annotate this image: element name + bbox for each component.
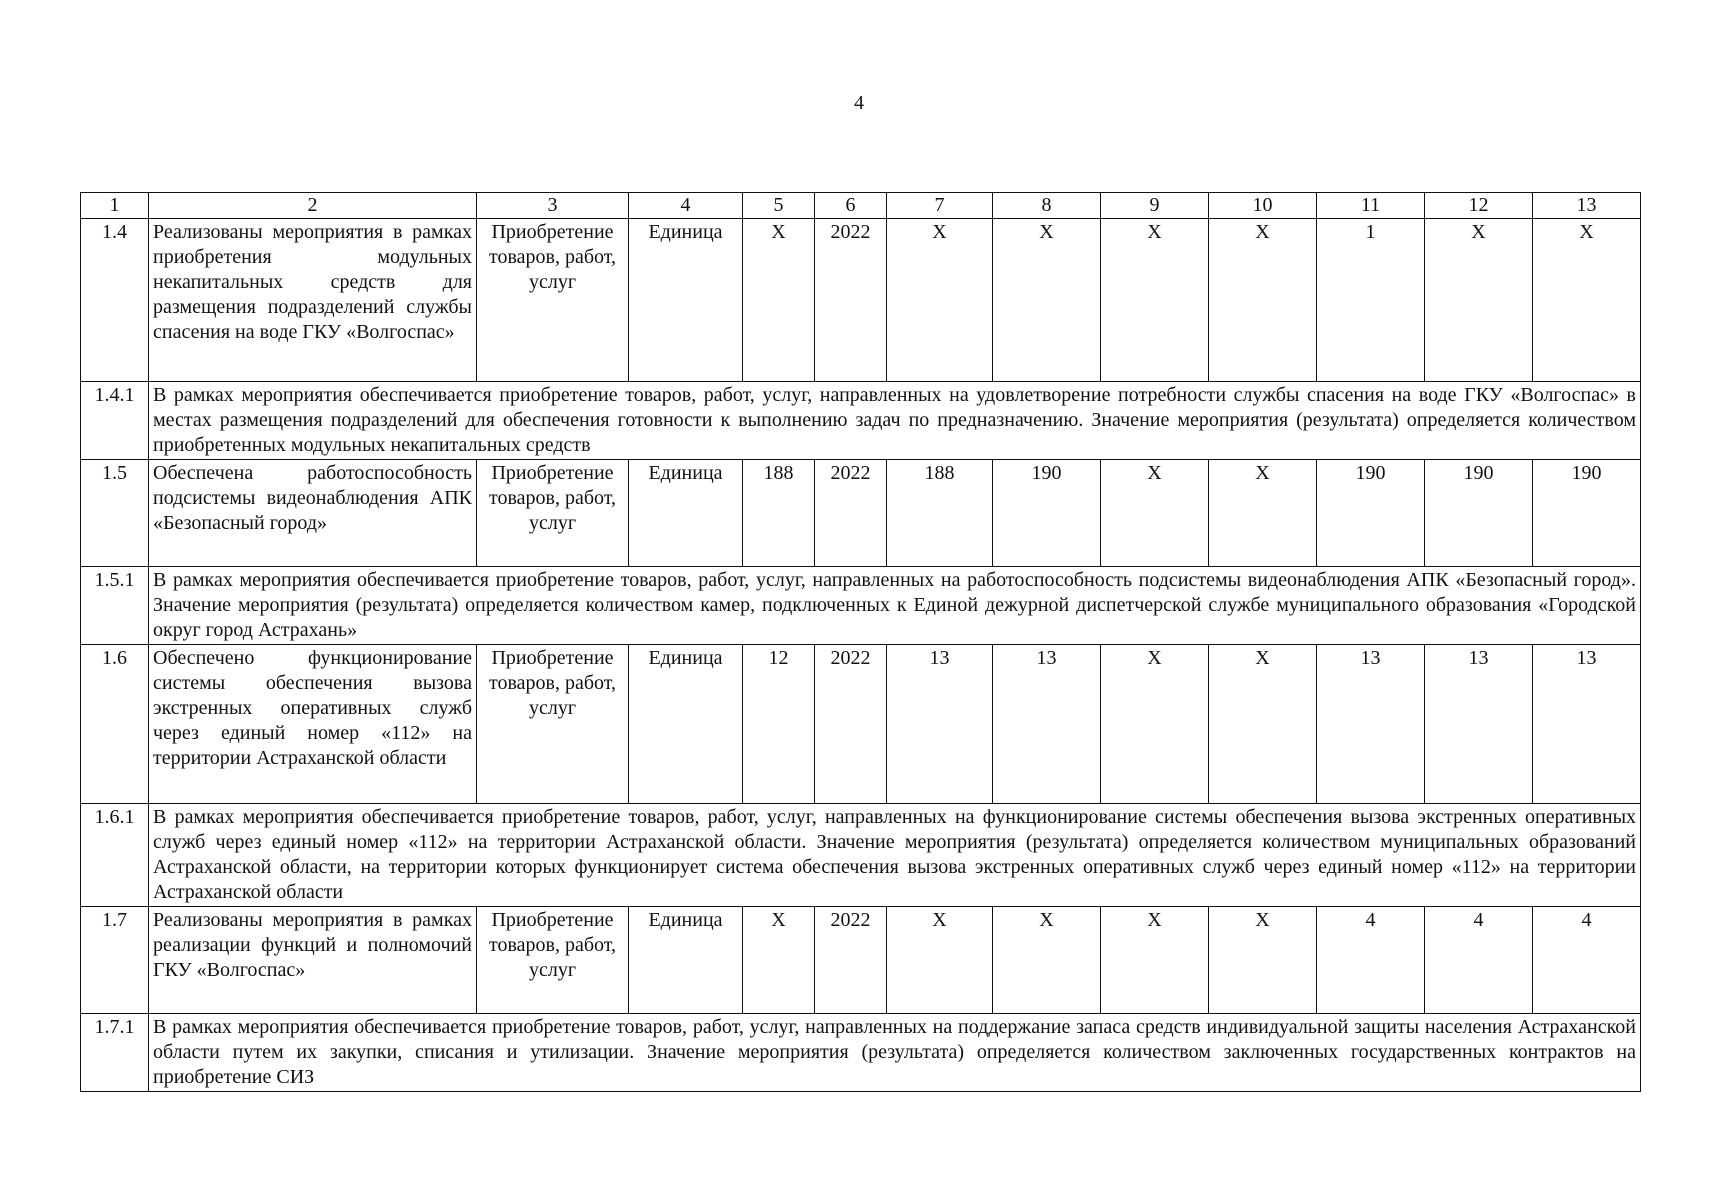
column-header: 1 xyxy=(81,193,149,219)
table-row xyxy=(81,907,1641,1014)
value-cell: X xyxy=(993,219,1101,382)
table-row xyxy=(81,645,1641,804)
measure-name: Обеспечена работоспособность подсистемы видеонаблюдения АПК «Безопасный город» xyxy=(149,460,477,567)
table-header-row xyxy=(81,193,1641,219)
row-number: 1.7.1 xyxy=(81,1014,149,1092)
column-header: 8 xyxy=(993,193,1101,219)
measures-table xyxy=(80,192,1641,1092)
description-row xyxy=(81,1014,1641,1092)
column-header: 5 xyxy=(743,193,815,219)
value-cell: 190 xyxy=(1317,460,1425,567)
measure-type: Приобретение товаров, работ, услуг xyxy=(477,907,629,1014)
measure-description: В рамках мероприятия обеспечивается приобретение товаров, работ, услуг, направленных на функционирование системы обеспечения вызова экстренных оперативных служб через единый номер «112» на территории Астраханской области. Значение мероприятия (результата) определяется количеством муниципальных образований Астраханской области, на территории которых функционирует система обеспечения вызова экстренных оперативных служб через единый номер «112» на территории Астраханской области xyxy=(149,804,1641,907)
value-cell: X xyxy=(743,219,815,382)
row-number: 1.4 xyxy=(81,219,149,382)
value-cell: 13 xyxy=(887,645,993,804)
value-cell: 190 xyxy=(1533,460,1641,567)
column-header: 4 xyxy=(629,193,743,219)
column-header: 13 xyxy=(1533,193,1641,219)
value-cell: 2022 xyxy=(815,645,887,804)
value-cell: 13 xyxy=(1425,645,1533,804)
value-cell: X xyxy=(1101,219,1209,382)
page-number: 4 xyxy=(854,92,864,114)
value-cell: X xyxy=(1101,460,1209,567)
value-cell: X xyxy=(1209,907,1317,1014)
value-cell: X xyxy=(1209,219,1317,382)
column-header: 11 xyxy=(1317,193,1425,219)
value-cell: 13 xyxy=(1317,645,1425,804)
value-cell: 2022 xyxy=(815,907,887,1014)
description-row xyxy=(81,567,1641,645)
measure-unit: Единица xyxy=(629,460,743,567)
value-cell: 2022 xyxy=(815,460,887,567)
value-cell: 13 xyxy=(1533,645,1641,804)
value-cell: X xyxy=(887,219,993,382)
value-cell: 1 xyxy=(1317,219,1425,382)
row-number: 1.5.1 xyxy=(81,567,149,645)
column-header: 2 xyxy=(149,193,477,219)
description-row xyxy=(81,382,1641,460)
measure-description: В рамках мероприятия обеспечивается приобретение товаров, работ, услуг, направленных на работоспособность подсистемы видеонаблюдения АПК «Безопасный город». Значение мероприятия (результата) определяется количеством камер, подключенных к Единой дежурной диспетчерской службе муниципального образования «Городской округ город Астрахань» xyxy=(149,567,1641,645)
measure-description: В рамках мероприятия обеспечивается приобретение товаров, работ, услуг, направленных на удовлетворение потребности службы спасения на воде ГКУ «Волгоспас» в местах размещения подразделений для обеспечения готовности к выполнению задач по предназначению. Значение мероприятия (результата) определяется количеством приобретенных модульных некапитальных средств xyxy=(149,382,1641,460)
value-cell: 2022 xyxy=(815,219,887,382)
column-header: 6 xyxy=(815,193,887,219)
value-cell: 13 xyxy=(993,645,1101,804)
value-cell: X xyxy=(993,907,1101,1014)
value-cell: 4 xyxy=(1533,907,1641,1014)
value-cell: 4 xyxy=(1317,907,1425,1014)
value-cell: X xyxy=(1101,645,1209,804)
measure-unit: Единица xyxy=(629,219,743,382)
value-cell: X xyxy=(1533,219,1641,382)
measure-type: Приобретение товаров, работ, услуг xyxy=(477,219,629,382)
row-number: 1.6.1 xyxy=(81,804,149,907)
row-number: 1.7 xyxy=(81,907,149,1014)
value-cell: X xyxy=(887,907,993,1014)
column-header: 3 xyxy=(477,193,629,219)
column-header: 7 xyxy=(887,193,993,219)
row-number: 1.6 xyxy=(81,645,149,804)
table-row xyxy=(81,219,1641,382)
measure-name: Реализованы мероприятия в рамках приобретения модульных некапитальных средств для размещения подразделений службы спасения на воде ГКУ «Волгоспас» xyxy=(149,219,477,382)
value-cell: 188 xyxy=(887,460,993,567)
value-cell: 4 xyxy=(1425,907,1533,1014)
value-cell: 190 xyxy=(993,460,1101,567)
value-cell: X xyxy=(1101,907,1209,1014)
measure-type: Приобретение товаров, работ, услуг xyxy=(477,645,629,804)
table-body xyxy=(81,193,1641,1092)
measure-name: Обеспечено функционирование системы обеспечения вызова экстренных оперативных служб через единый номер «112» на территории Астраханской области xyxy=(149,645,477,804)
value-cell: 188 xyxy=(743,460,815,567)
row-number: 1.5 xyxy=(81,460,149,567)
column-header: 9 xyxy=(1101,193,1209,219)
column-header: 12 xyxy=(1425,193,1533,219)
value-cell: X xyxy=(1209,645,1317,804)
value-cell: 190 xyxy=(1425,460,1533,567)
value-cell: X xyxy=(1209,460,1317,567)
measure-unit: Единица xyxy=(629,907,743,1014)
value-cell: 12 xyxy=(743,645,815,804)
measure-name: Реализованы мероприятия в рамках реализации функций и полномочий ГКУ «Волгоспас» xyxy=(149,907,477,1014)
measure-description: В рамках мероприятия обеспечивается приобретение товаров, работ, услуг, направленных на поддержание запаса средств индивидуальной защиты населения Астраханской области путем их закупки, списания и утилизации. Значение мероприятия (результата) определяется количеством заключенных государственных контрактов на приобретение СИЗ xyxy=(149,1014,1641,1092)
row-number: 1.4.1 xyxy=(81,382,149,460)
measure-unit: Единица xyxy=(629,645,743,804)
table-row xyxy=(81,460,1641,567)
value-cell: X xyxy=(743,907,815,1014)
column-header: 10 xyxy=(1209,193,1317,219)
measure-type: Приобретение товаров, работ, услуг xyxy=(477,460,629,567)
value-cell: X xyxy=(1425,219,1533,382)
description-row xyxy=(81,804,1641,907)
